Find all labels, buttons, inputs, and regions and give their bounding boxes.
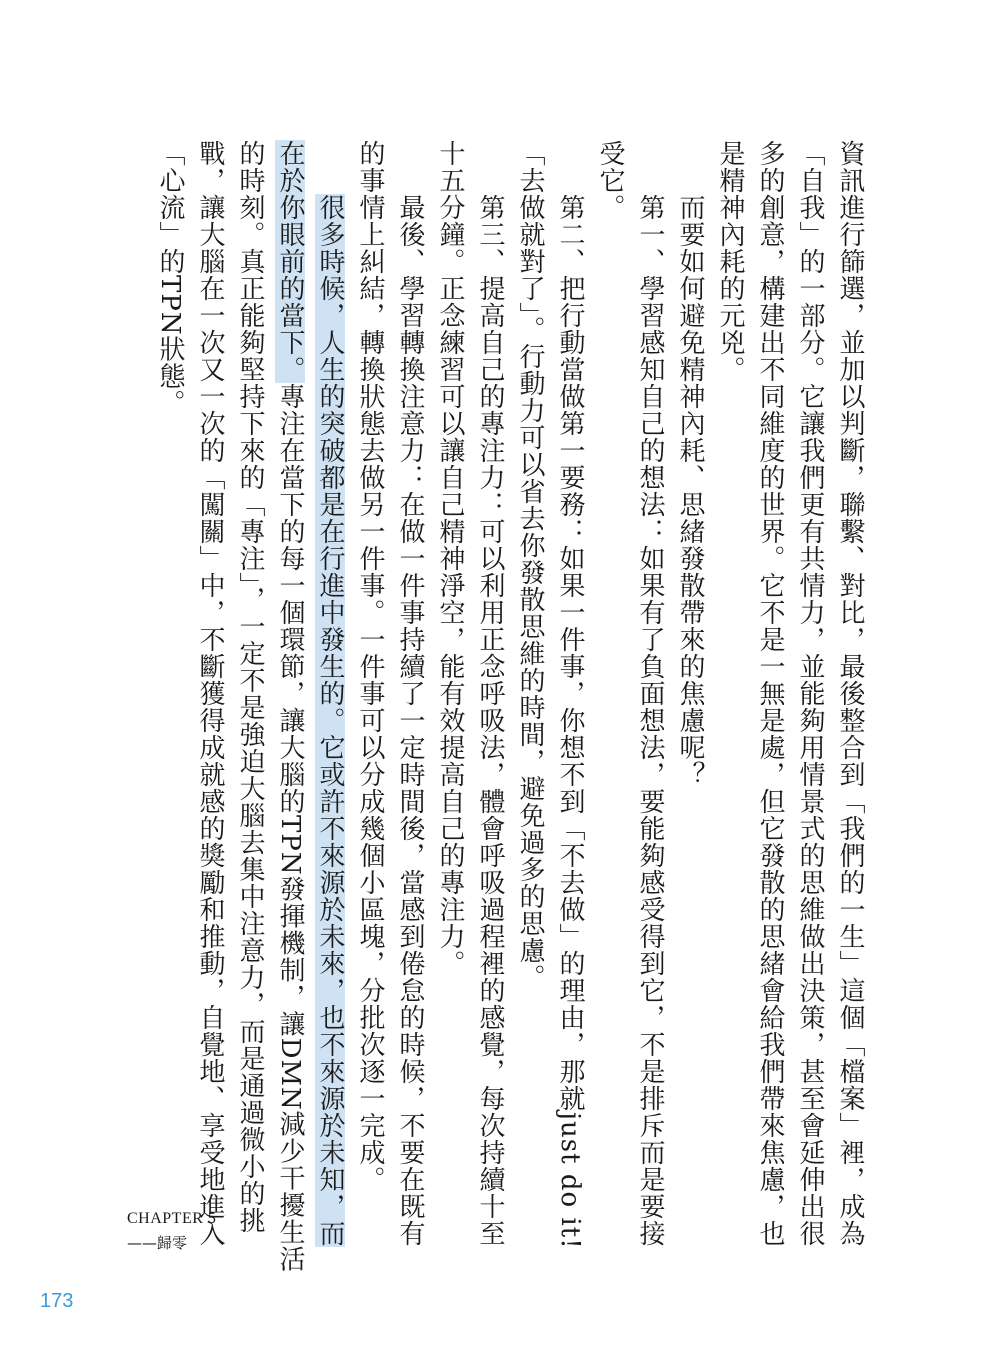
text-line-16: 的時刻。真正能夠堅持下來的「專注」，一定不是強迫大腦去集中注意力，而是通過微小的挑 (235, 140, 265, 1234)
text-line-1: 資訊進行篩選，並加以判斷，聯繫、對比，最後整合到「我們的一生」這個「檔案」裡，成為 (835, 140, 865, 1247)
text-line-2: 「自我」的一部分。它讓我們更有共情力，並能夠用情景式的思維做出決策，甚至會延伸出很 (795, 140, 825, 1247)
highlighted-text: 在於你眼前的當下。 (275, 140, 305, 383)
text-line-11: 十五分鐘。正念練習可以讓自己精神淨空，能有效提高自己的專注力。 (435, 140, 465, 977)
text-line-17: 戰，讓大腦在一次又一次的「闖關」中，不斷獲得成就感的獎勵和推動，自覺地、享受地進入 (195, 140, 225, 1247)
text-line-8: 第二、把行動當做第一要務：如果一件事，你想不到「不去做」的理由，那就just do it! (555, 140, 585, 1250)
text-line-4: 是精神內耗的元兇。 (715, 140, 745, 383)
text-line-15 (270, 140, 310, 1273)
text-line-14 (310, 140, 350, 1247)
text-continuation: 專注在當下的每一個環節，讓大腦的TPN發揮機制，讓DMN減少干擾生活 (275, 383, 305, 1273)
text-line-18: 「心流」的TPN狀態。 (155, 140, 185, 417)
chapter-subtitle: ——歸零 (127, 1234, 188, 1252)
highlighted-text: 很多時候，人生的突破都是在行進中發生的。它或許不來源於未來，也不來源於未知，而 (315, 194, 345, 1247)
text-line-3: 多的創意，構建出不同維度的世界。它不是一無是處，但它發散的思緒會給我們帶來焦慮，也 (755, 140, 785, 1247)
text-line-5: 而要如何避免精神內耗、思緒發散帶來的焦慮呢？ (675, 140, 705, 788)
indent (315, 140, 345, 194)
text-line-12: 最後、學習轉換注意力：在做一件事持續了一定時間後，當感到倦怠的時候，不要在既有 (395, 140, 425, 1247)
text-line-6: 第一、學習感知自己的想法：如果有了負面想法，要能夠感受得到它，不是排斥而是要接 (635, 140, 665, 1247)
text-line-7: 受它。 (595, 140, 625, 221)
chapter-label: CHAPTER 5 (127, 1210, 217, 1227)
text-line-10: 第三、提高自己的專注力：可以利用正念呼吸法，體會呼吸過程裡的感覺，每次持續十至 (475, 140, 505, 1247)
text-line-9: 「去做就對了」。行動力可以省去你發散思維的時間，避免過多的思慮。 (515, 140, 545, 991)
text-line-13: 的事情上糾結，轉換狀態去做另一件事。一件事可以分成幾個小區塊，分批次逐一完成。 (355, 140, 385, 1193)
page-number: 173 (40, 1290, 74, 1312)
